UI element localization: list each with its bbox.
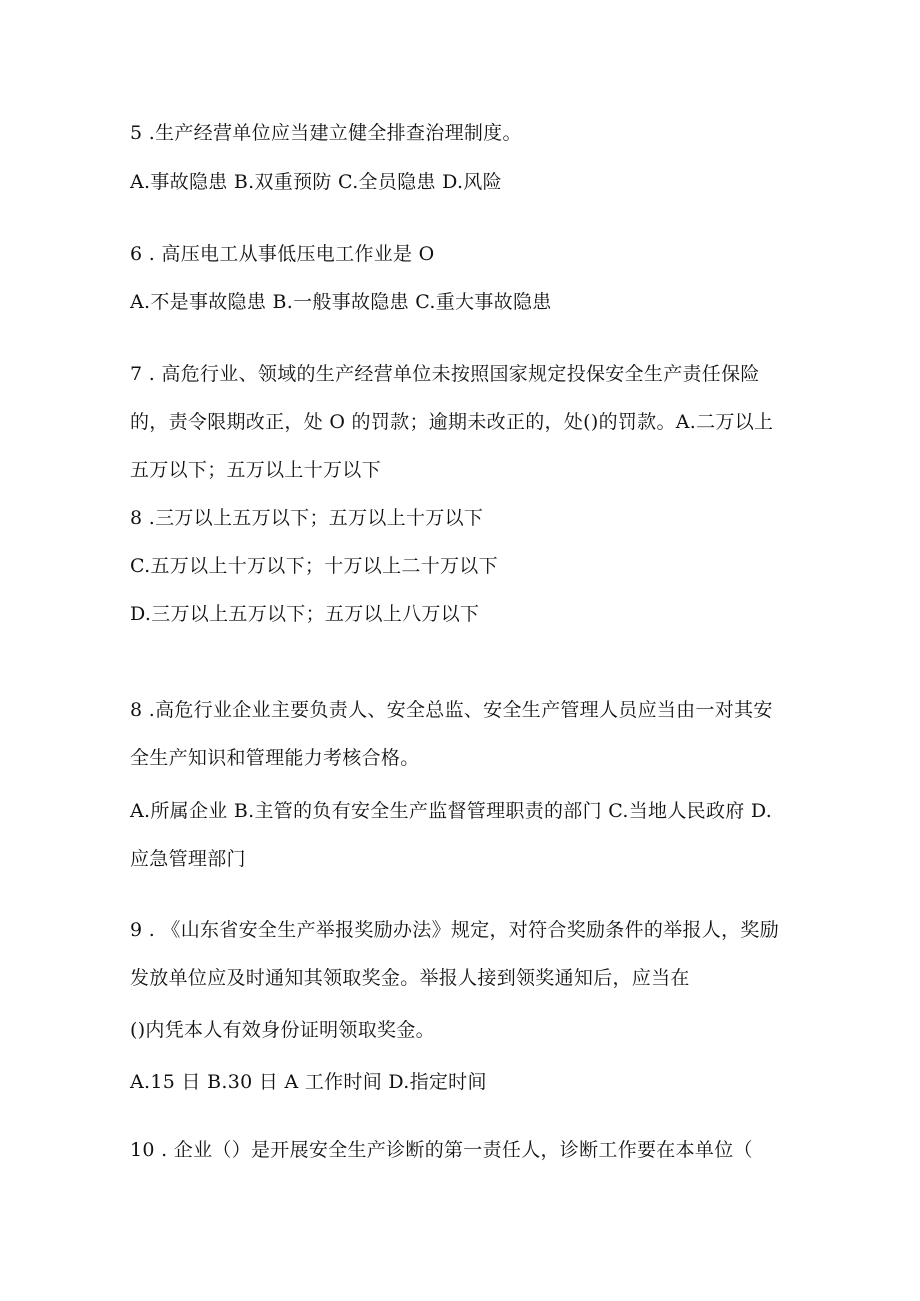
question-6-options: A.不是事故隐患 B.一般事故隐患 C.重大事故隐患 bbox=[130, 291, 552, 313]
question-5-options: A.事故隐患 B.双重预防 C.全员隐患 D.风险 bbox=[130, 171, 502, 193]
question-9-stem-line-2: 发放单位应及时通知其领取奖金。举报人接到领奖通知后，应当在 bbox=[130, 967, 690, 989]
question-7-option-c: C.五万以上十万以下；十万以上二十万以下 bbox=[130, 555, 498, 577]
question-6-stem: 6 . 高压电工从事低压电工作业是 O bbox=[130, 243, 435, 265]
question-7-option-d: D.三万以上五万以下；五万以上八万以下 bbox=[130, 603, 480, 625]
question-7-stem-line-3: 五万以下；五万以上十万以下 bbox=[130, 459, 381, 481]
question-7-stem-line-2: 的，责令限期改正，处 O 的罚款；逾期未改正的，处()的罚款。A.二万以上 bbox=[130, 411, 774, 433]
question-5-stem: 5 .生产经营单位应当建立健全排查治理制度。 bbox=[130, 122, 522, 144]
question-8-options-line-2: 应急管理部门 bbox=[130, 848, 246, 870]
question-8-stem-line-1: 8 .高危行业企业主要负责人、安全总监、安全生产管理人员应当由一对其安 bbox=[130, 699, 773, 721]
question-9-stem-line-3: ()内凭本人有效身份证明领取奖金。 bbox=[130, 1019, 435, 1041]
question-7-stem-line-1: 7 . 高危行业、领域的生产经营单位未按照国家规定投保安全生产责任保险 bbox=[130, 363, 760, 385]
question-7-option-b: 8 .三万以上五万以下；五万以上十万以下 bbox=[130, 507, 484, 529]
question-9-stem-line-1: 9 . 《山东省安全生产举报奖励办法》规定，对符合奖励条件的举报人，奖励 bbox=[130, 919, 780, 941]
question-9-options: A.15 日 B.30 日 A 工作时间 D.指定时间 bbox=[130, 1071, 487, 1093]
question-8-stem-line-2: 全生产知识和管理能力考核合格。 bbox=[130, 747, 420, 769]
question-8-options-line-1: A.所属企业 B.主管的负有安全生产监督管理职责的部门 C.当地人民政府 D. bbox=[130, 800, 773, 822]
question-10-stem: 10 . 企业（）是开展安全生产诊断的第一责任人，诊断工作要在本单位（ bbox=[130, 1139, 753, 1161]
